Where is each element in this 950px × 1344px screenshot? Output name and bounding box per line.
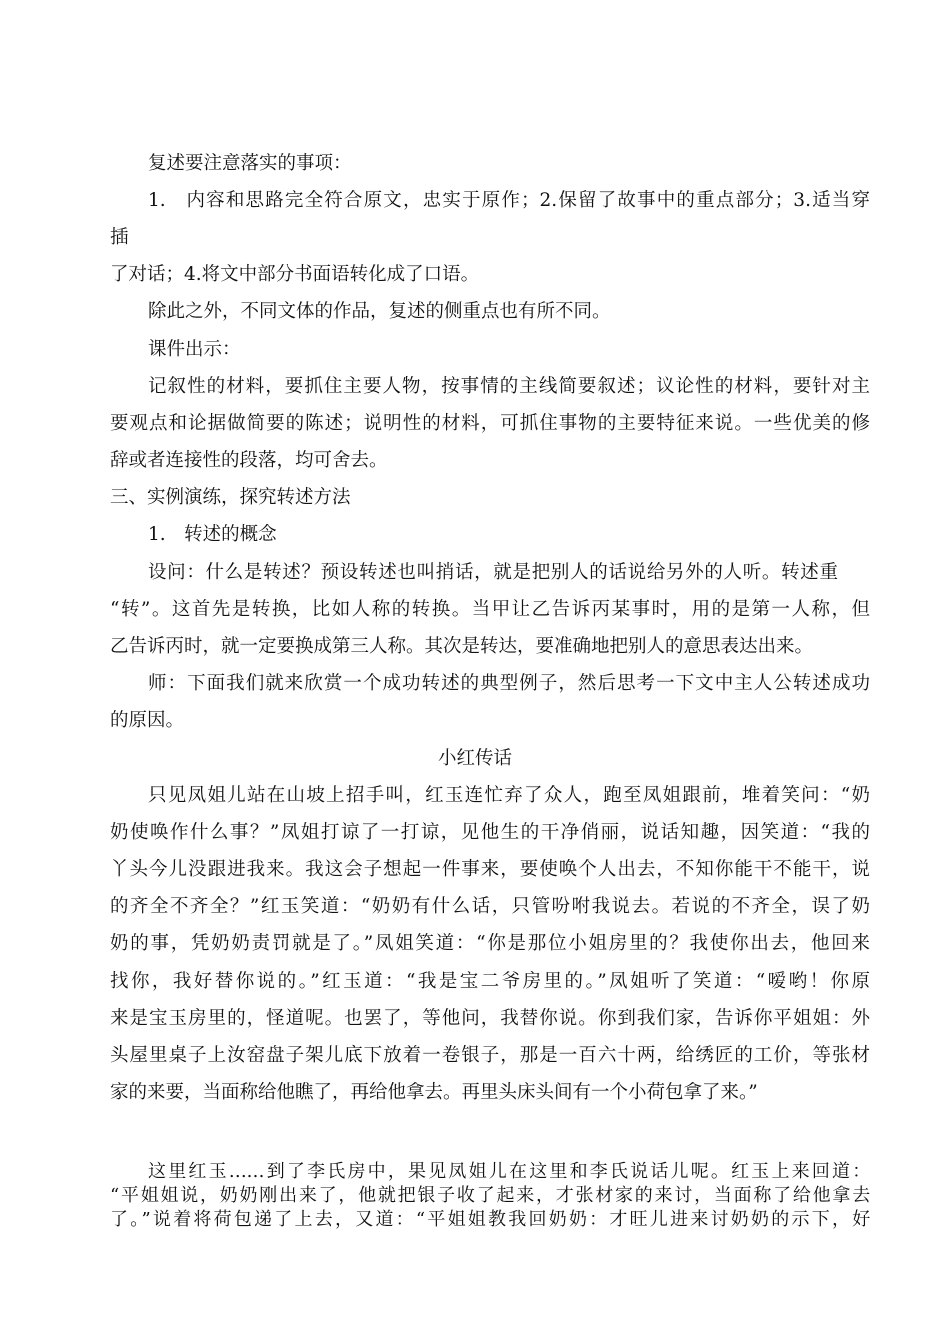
story-title: 小红传话: [437, 748, 512, 769]
paragraph-genre-guidance: 记叙性的材料，要抓住主要人物，按事情的主线简要叙述；议论性的材料，要针对主: [148, 376, 870, 397]
paragraph-retell-item-list-end: 了对话；4.将文中部分书面语转化成了口语。: [110, 264, 480, 285]
paragraph-retell-item-list-wrap: 插: [110, 227, 129, 248]
paragraph-relay-definition: 设问：什么是转述？预设转述也叫捎话，就是把别人的话说给另外的人听。转述重: [148, 562, 838, 583]
story-paragraph-line-4: 的齐全不齐全？”红玉笑道：“奶奶有什么话，只管吩咐我说去。若说的不齐全，误了奶: [110, 896, 870, 917]
story-paragraph-line-6: 找你，我好替你说的。”红玉道：“我是宝二爷房里的。”凤姐听了笑道：“嗳哟！你原: [110, 971, 870, 992]
paragraph-retell-items-heading: 复述要注意落实的事项：: [148, 153, 352, 174]
paragraph-teacher-intro-end: 的原因。: [110, 710, 185, 731]
paragraph-genre-guidance-line-2: 要观点和论据做简要的陈述；说明性的材料，可抓住事物的主要特征来说。一些优美的修: [110, 413, 870, 434]
story-paragraph-line-1: 只见凤姐儿站在山坡上招手叫，红玉连忙弃了众人，跑至凤姐跟前，堆着笑问：“奶: [148, 785, 870, 806]
paragraph-genre-note: 除此之外，不同文体的作品，复述的侧重点也有所不同。: [148, 301, 611, 322]
paragraph-retell-item-list: 1. 内容和思路完全符合原文，忠实于原作；2.保留了故事中的重点部分；3.适当穿: [148, 190, 870, 211]
subheading-relay-concept: 1. 转述的概念: [148, 524, 277, 545]
story-paragraph-line-7: 来是宝玉房里的，怪道呢。也罢了，等他问，我替你说。你到我们家，告诉你平姐姐：外: [110, 1008, 870, 1029]
story-paragraph-line-8: 头屋里桌子上汝窑盘子架儿底下放着一卷银子，那是一百六十两，给绣匠的工价，等张材: [110, 1045, 870, 1066]
story-paragraph-line-3: 丫头今儿没跟进我来。我这会子想起一件事来，要使唤个人出去，不知你能干不能干，说: [110, 859, 870, 880]
section-heading-practice: 三、实例演练，探究转述方法: [110, 487, 351, 508]
story-continuation-line-2: “平姐姐说，奶奶刚出来了，他就把银子收了起来，才张材家的来讨，当面称了给他拿去: [110, 1185, 870, 1206]
paragraph-relay-definition-line-3: 乙告诉丙时，就一定要换成第三人称。其次是转达，要准确地把别人的意思表达出来。: [110, 636, 814, 657]
story-continuation-line-3: 了。”说着将荷包递了上去，又道：“平姐姐教我回奶奶：才旺儿进来讨奶奶的示下，好: [110, 1209, 870, 1230]
story-paragraph-line-9: 家的来要，当面称给他瞧了，再给他拿去。再里头床头间有一个小荷包拿了来。”: [110, 1082, 758, 1103]
paragraph-courseware-label: 课件出示：: [148, 339, 241, 360]
story-continuation-line-1: 这里红玉……到了李氏房中，果见凤姐儿在这里和李氏说话儿呢。红玉上来回道：: [148, 1161, 870, 1182]
story-paragraph-line-2: 奶使唤作什么事？”凤姐打谅了一打谅，见他生的干净俏丽，说话知趣，因笑道：“我的: [110, 822, 870, 843]
paragraph-genre-guidance-line-3: 辞或者连接性的段落，均可舍去。: [110, 450, 388, 471]
paragraph-teacher-intro: 师：下面我们就来欣赏一个成功转述的典型例子，然后思考一下文中主人公转述成功: [148, 673, 870, 694]
paragraph-relay-definition-line-2: “转”。这首先是转换，比如人称的转换。当甲让乙告诉丙某事时，用的是第一人称，但: [110, 599, 870, 620]
story-paragraph-line-5: 奶的事，凭奶奶责罚就是了。”凤姐笑道：“你是那位小姐房里的？我使你出去，他回来: [110, 933, 870, 954]
